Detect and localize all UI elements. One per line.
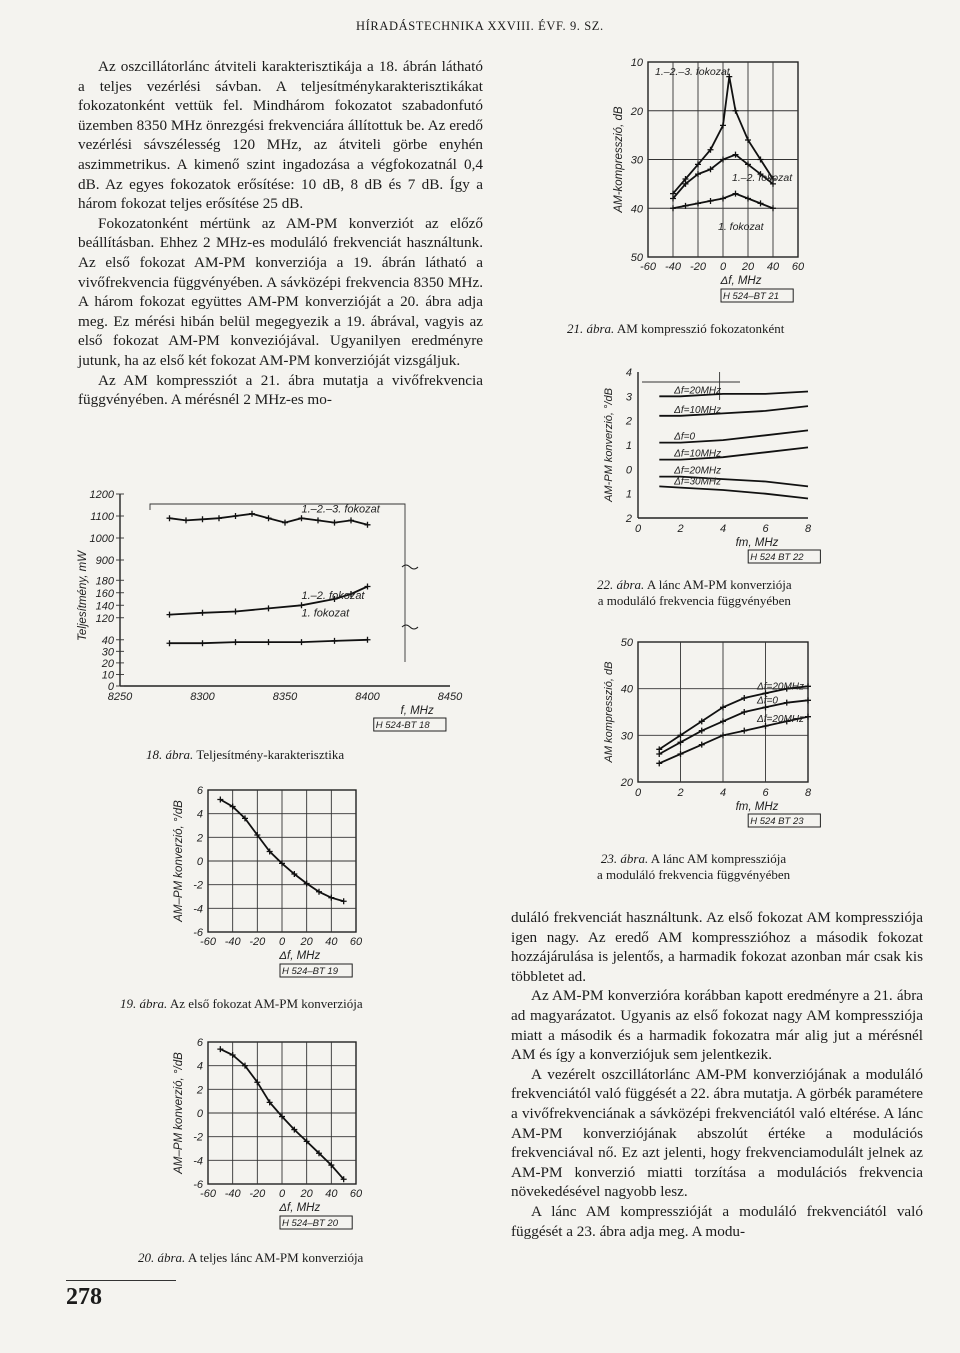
right-text-column — [511, 908, 923, 1241]
y-tick-label: 4 — [196, 1060, 203, 1073]
fig23-chart — [600, 630, 820, 830]
x-tick-label: -40 — [224, 1188, 241, 1200]
x-tick-label: 8350 — [272, 691, 298, 703]
y-axis-label: AM kompresszió, dB — [603, 661, 615, 763]
x-tick-label: 40 — [766, 261, 780, 273]
series-label: 1. fokozat — [718, 221, 764, 233]
fig20-caption — [138, 1250, 363, 1266]
figure-tag: H 524–BT 19 — [282, 966, 338, 977]
caption-text: A teljes lánc AM-PM konverziója — [187, 1250, 364, 1265]
plot-frame — [150, 504, 405, 662]
x-tick-label: -40 — [224, 936, 241, 948]
y-tick-label: 140 — [95, 600, 114, 613]
x-axis-label: Δf, MHz — [720, 275, 762, 287]
page-header: HÍRADÁSTECHNIKA XXVIII. ÉVF. 9. SZ. — [356, 19, 604, 33]
data-point — [720, 196, 726, 202]
data-point — [758, 200, 764, 206]
x-tick-label: 4 — [719, 523, 727, 535]
axis-break-mark — [402, 625, 418, 629]
y-tick-label: -2 — [193, 879, 203, 892]
paragraph: Fokozatonként mértünk az AM-PM konverziót az előző beállításban. Ehhez 2 MHz-es moduláló frekvenciát használtunk. Az első fokozat AM-PM konverziója a 19. ábrán látható a vivőfrekvencia függvényében. A sávközépi frekvencia 8350 MHz. A három fokozat együttes AM-PM konverzióját a 20. ábra adja meg. Ez mérési hibán belül megegyezik a 19. ábrával, vagyis az első fokozat AM-PM konveziójával. Ugyanilyen eredményre jutunk, ha az első két fokozat AM-PM konverzióját vizsgáljuk. — [78, 214, 483, 369]
paragraph: Az AM kompressziót a 21. ábra mutatja a vivőfrekvencia függvényében. A mérésnél 2 MHz-es mo- — [78, 371, 483, 409]
series-label: Δf=20MHz — [757, 714, 805, 725]
y-tick-label: 40 — [630, 203, 643, 216]
data-point — [741, 695, 747, 701]
x-tick-label: 0 — [719, 261, 727, 273]
series-label: Δf=10MHz — [674, 404, 722, 416]
fig21-chart — [600, 50, 820, 320]
caption-text: A lánc AM-PM konverziója — [646, 577, 792, 592]
y-axis-label: AM-kompresszió, dB — [613, 106, 625, 213]
fig18-chart — [70, 486, 490, 746]
data-point — [233, 609, 239, 615]
x-tick-label: -20 — [249, 936, 266, 948]
data-point — [733, 108, 739, 114]
data-point — [299, 639, 305, 645]
data-point — [200, 610, 206, 616]
y-tick-label: 4 — [196, 808, 203, 821]
x-tick-label: 8250 — [107, 691, 133, 703]
series-label: Δf=20MHz — [757, 681, 805, 693]
caption-number: 18. ábra. — [146, 747, 194, 762]
y-axis-label: AM–PM konverzió, °/dB — [173, 800, 185, 922]
x-tick-label: -60 — [640, 261, 656, 273]
x-tick-label: 60 — [791, 261, 805, 273]
y-tick-label: 180 — [95, 575, 114, 588]
y-tick-label: 4 — [625, 367, 632, 379]
paragraph: A lánc AM kompresszióját a moduláló frekvenciától való függését a 23. ábra adja meg. A modu- — [511, 1202, 923, 1240]
data-point — [233, 639, 239, 645]
data-point — [656, 760, 662, 766]
x-tick-label: 8 — [804, 787, 812, 799]
x-tick-label: 8 — [804, 523, 812, 535]
caption-number: 19. ábra. — [120, 996, 168, 1011]
y-axis-label: AM-PM konverzió, °/dB — [603, 388, 615, 502]
caption-number: 23. ábra. — [600, 851, 649, 866]
caption-number: 22. ábra. — [597, 577, 645, 592]
caption-text: Teljesítmény-karakterisztika — [196, 747, 345, 762]
caption-text-line2: a moduláló frekvencia függvényében — [597, 867, 791, 882]
series-label: Δf=0 — [674, 431, 696, 443]
y-tick-label: 40 — [101, 634, 114, 647]
y-tick-label: 0 — [196, 1108, 203, 1120]
data-point — [266, 639, 272, 645]
series-label: 1. fokozat — [301, 607, 350, 620]
caption-number: 21. ábra. — [567, 321, 615, 336]
data-point — [299, 515, 305, 521]
series-label: Δf=20MHz — [674, 385, 722, 397]
y-tick-label: -4 — [193, 903, 203, 916]
x-tick-label: 8400 — [355, 691, 380, 703]
series-label: 1.–2.–3. fokozat — [301, 503, 380, 516]
figure-tag: H 524 BT 22 — [750, 552, 804, 563]
x-tick-label: 0 — [278, 1188, 286, 1200]
fig21-caption — [567, 321, 784, 337]
data-point — [328, 895, 334, 901]
data-point — [332, 638, 338, 644]
data-point — [670, 205, 676, 211]
paragraph: A vezérelt oszcillátorlánc AM-PM konverziójának a moduláló frekvenciától való függését a 22. ábra mutatja. A görbék paramétere a vivőfrekvenciának a sávközépi frekvenciától való eltérése. A lánc AM-PM konverziójának abszolút értéke a modulációs frekvenciával nő. Ez azt jelenti, hogy frekvenciamodulált jelnek az AM-PM konverzió miatti torzítása a modulációs frekvencia növekedésével nagyobb lesz. — [511, 1065, 923, 1201]
data-point — [699, 742, 705, 748]
x-axis-label: f, MHz — [400, 705, 434, 717]
data-point — [720, 732, 726, 738]
data-point — [183, 517, 189, 523]
y-tick-label: 50 — [630, 252, 643, 264]
data-point — [341, 898, 347, 904]
data-point — [365, 522, 371, 528]
axis-break-mark — [402, 565, 418, 569]
y-axis-label: AM–PM konverzió, °/dB — [173, 1052, 185, 1174]
page-number-rule — [66, 1280, 176, 1281]
x-tick-label: 6 — [762, 523, 769, 535]
data-point — [741, 728, 747, 734]
caption-text: A lánc AM kompressziója — [650, 851, 787, 866]
data-point — [200, 640, 206, 646]
y-tick-label: 0 — [196, 856, 203, 868]
y-tick-label: 10 — [101, 669, 114, 682]
y-tick-label: 2 — [196, 1084, 203, 1097]
page-number: 278 — [66, 1284, 102, 1310]
data-point — [167, 640, 173, 646]
left-text-column — [78, 57, 483, 410]
x-tick-label: 0 — [634, 787, 642, 799]
x-tick-label: 2 — [677, 787, 684, 799]
data-point — [365, 584, 371, 590]
x-tick-label: 40 — [325, 936, 338, 948]
data-point — [741, 709, 747, 715]
data-point — [266, 605, 272, 611]
y-tick-label: 20 — [630, 105, 643, 118]
data-point — [167, 612, 173, 618]
figure-tag: H 524–BT 21 — [723, 291, 779, 302]
data-point — [733, 191, 739, 197]
y-tick-label: 30 — [630, 154, 643, 167]
y-tick-label: 10 — [630, 57, 643, 69]
fig18-caption — [146, 747, 344, 763]
paragraph: Az oszcillátorlánc átviteli karakterisztikája a 18. ábrán látható a teljes vezérlési sávban. A teljesítménykarakterisztikákat fokozatonként vettük fel. Mindhárom fokozatot szabadonfutó üzemben 8350 MHz önrezgési frekvenciára állítottuk be. Az eredő vezérlési sávszélesség 120 MHz, az átviteli görbe enyhén aszimmetrikus. A kimenő szint ingadozása a végfokozatnál 0,4 dB. Az egyes fokozatok erősítése: 10 dB, 8 dB és 7 dB. Így a három fokozat teljes erősítése 25 dB. — [78, 58, 483, 213]
x-tick-label: 8450 — [437, 691, 463, 703]
x-axis-label: Δf, MHz — [279, 950, 321, 962]
caption-number: 20. ábra. — [138, 1250, 186, 1265]
series-label: 1.–2. fokozat — [732, 172, 793, 184]
y-tick-label: 6 — [196, 785, 203, 797]
series-line-1 — [659, 700, 808, 754]
x-tick-label: 40 — [325, 1188, 338, 1200]
y-tick-label: 3 — [625, 391, 632, 404]
y-tick-label: -6 — [193, 1179, 203, 1191]
y-tick-label: 160 — [95, 587, 114, 600]
y-tick-label: 1100 — [90, 511, 114, 523]
caption-text-line2: a moduláló frekvencia függvényében — [597, 593, 791, 608]
x-tick-label: 20 — [300, 936, 313, 948]
data-point — [348, 517, 354, 523]
y-tick-label: 1200 — [89, 489, 114, 501]
x-axis-label: fm, MHz — [735, 537, 779, 549]
y-tick-label: 30 — [620, 730, 633, 743]
y-tick-label: 20 — [101, 657, 114, 670]
data-point — [365, 637, 371, 643]
y-tick-label: 0 — [107, 681, 114, 693]
y-tick-label: 20 — [620, 777, 633, 789]
y-tick-label: 1 — [625, 488, 632, 501]
data-point — [200, 516, 206, 522]
data-point — [720, 718, 726, 724]
y-tick-label: 900 — [95, 555, 114, 567]
data-point — [233, 513, 239, 519]
y-tick-label: 2 — [196, 832, 203, 845]
y-tick-label: 2 — [625, 513, 632, 525]
data-point — [216, 515, 222, 521]
x-tick-label: 20 — [741, 261, 755, 273]
x-tick-label: -60 — [200, 1188, 216, 1200]
y-tick-label: 1 — [625, 440, 632, 452]
data-point — [217, 1046, 223, 1052]
data-point — [708, 198, 714, 204]
x-axis-label: fm, MHz — [735, 801, 779, 813]
y-tick-label: 1000 — [89, 533, 114, 545]
paragraph: duláló frekvenciát használtunk. Az első fokozat AM kompressziója igen nagy. Az eredő AM kompresszióhoz a második fokozat hozzájárulása is jelentős, a harmadik fokozat azonban már csak kis többletet ad. — [511, 909, 923, 985]
x-tick-label: 8300 — [190, 691, 215, 703]
x-tick-label: -40 — [665, 261, 681, 273]
x-tick-label: 0 — [634, 523, 642, 535]
data-point — [770, 205, 776, 211]
series-label: 1.–2.–3. fokozat — [655, 66, 730, 78]
fig20-chart — [173, 1030, 380, 1240]
x-tick-label: 60 — [349, 936, 363, 948]
series-label: Δf=10MHz — [674, 448, 722, 460]
fig23-caption — [597, 851, 790, 883]
x-tick-label: 20 — [300, 1188, 313, 1200]
x-axis-label: Δf, MHz — [279, 1202, 321, 1214]
series-label: Δf=0 — [757, 695, 778, 707]
data-point — [315, 517, 321, 523]
series-line-5 — [659, 486, 808, 498]
data-point — [805, 697, 811, 703]
data-point — [720, 122, 726, 128]
fig22-chart — [600, 360, 820, 570]
caption-text: AM kompresszió fokozatonként — [616, 321, 785, 336]
y-tick-label: 6 — [196, 1037, 203, 1049]
x-tick-label: 4 — [719, 787, 727, 799]
y-axis-label: Teljesítmény, mW — [77, 550, 89, 642]
y-tick-label: -6 — [193, 927, 203, 939]
figure-tag: H 524-BT 18 — [375, 720, 430, 731]
data-point — [282, 520, 288, 526]
x-tick-label: 6 — [762, 787, 769, 799]
y-tick-label: -2 — [193, 1131, 203, 1144]
x-tick-label: -60 — [200, 936, 216, 948]
data-point — [678, 751, 684, 757]
series-label: 1.–2. fokozat — [301, 590, 365, 602]
series-label: Δf=30MHz — [674, 476, 722, 488]
data-point — [266, 515, 272, 521]
data-point — [745, 196, 751, 202]
y-tick-label: 40 — [620, 683, 633, 696]
fig22-caption — [597, 577, 792, 609]
figure-tag: H 524–BT 20 — [282, 1218, 338, 1229]
data-point — [332, 520, 338, 526]
data-point — [167, 515, 173, 521]
data-point — [695, 200, 701, 206]
data-point — [805, 714, 811, 720]
y-tick-label: -4 — [193, 1155, 203, 1168]
fig19-caption — [120, 996, 363, 1012]
series-label: Δf=20MHz — [674, 465, 722, 477]
data-point — [249, 511, 255, 517]
y-tick-label: 0 — [625, 464, 632, 477]
x-tick-label: 0 — [278, 936, 286, 948]
y-tick-label: 30 — [101, 646, 114, 659]
x-tick-label: 60 — [349, 1188, 363, 1200]
x-tick-label: -20 — [249, 1188, 266, 1200]
y-tick-label: 2 — [625, 415, 632, 428]
y-tick-label: 50 — [620, 637, 633, 649]
figure-tag: H 524 BT 23 — [750, 816, 804, 827]
y-tick-label: 120 — [95, 612, 114, 625]
paragraph: Az AM-PM konverzióra korábban kapott eredményre a 21. ábra ad magyarázatot. Ugyanis az első fokozat nagy AM kompressziója miatt a második és a harmadik fokozatra már alig jut a mérésnél AM és így a konverziójuk sem jelentkezik. — [511, 987, 923, 1064]
data-point — [784, 700, 790, 706]
caption-text: Az első fokozat AM-PM konverziója — [169, 996, 363, 1011]
fig19-chart — [173, 778, 380, 988]
x-tick-label: -20 — [690, 261, 706, 273]
x-tick-label: 2 — [677, 523, 684, 535]
